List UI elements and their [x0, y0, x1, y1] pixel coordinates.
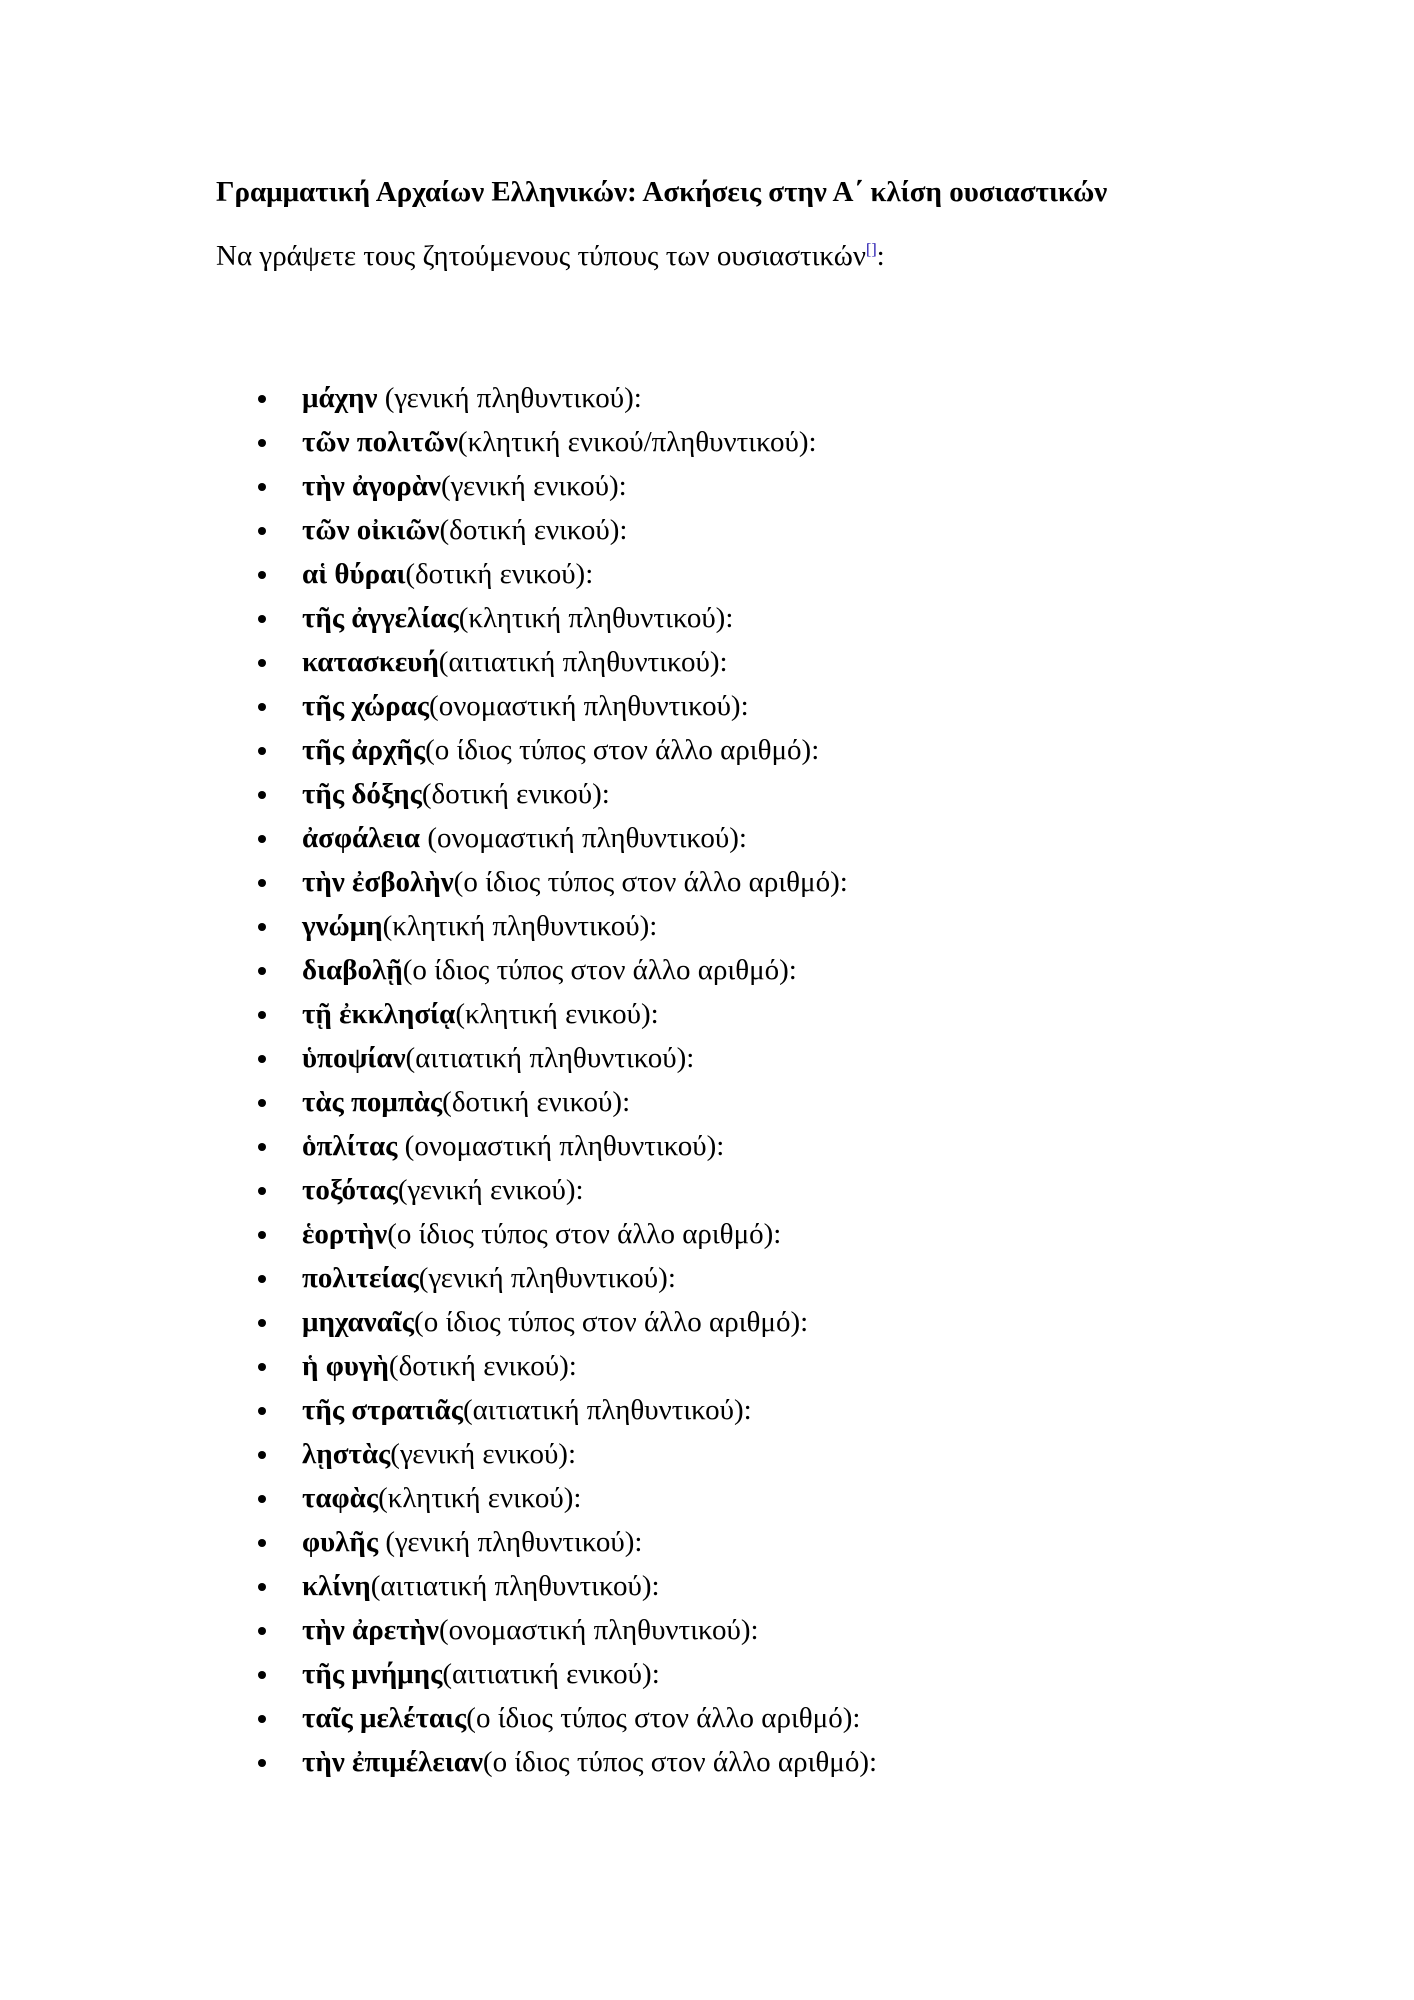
exercise-word: τὴν ἐσβολὴν — [302, 866, 454, 898]
exercise-word: ὑποψίαν — [302, 1042, 406, 1074]
exercise-prompt: (κλητική πληθυντικού): — [382, 910, 658, 942]
exercise-item — [216, 1608, 1206, 1652]
bullet-icon — [258, 923, 266, 931]
exercise-item — [216, 420, 1206, 464]
exercise-item — [216, 1432, 1206, 1476]
document-title: Γραμματική Αρχαίων Ελληνικών: Ασκήσεις στην Α΄ κλίση ουσιαστικών — [216, 176, 1108, 208]
exercise-item — [216, 1036, 1206, 1080]
bullet-icon — [258, 879, 266, 887]
exercise-word: διαβολῇ — [302, 954, 403, 986]
bullet-icon — [258, 703, 266, 711]
exercise-prompt: (ο ίδιος τύπος στον άλλο αριθμό): — [482, 1746, 878, 1778]
exercise-word: λῃστὰς — [302, 1438, 391, 1470]
exercise-word: κατασκευή — [302, 646, 439, 678]
exercise-word: τῆς ἀγγελίας — [302, 602, 459, 634]
exercise-prompt: (κλητική πληθυντικού): — [458, 602, 734, 634]
bullet-icon — [258, 1099, 266, 1107]
exercise-prompt: (ονομαστική πληθυντικού): — [420, 822, 747, 854]
exercise-prompt: (γενική ενικού): — [397, 1174, 584, 1206]
bullet-icon — [258, 1715, 266, 1723]
exercise-prompt: (κλητική ενικού/πληθυντικού): — [457, 426, 817, 458]
intro-end: : — [876, 240, 885, 272]
exercise-prompt: (δοτική ενικού): — [421, 778, 610, 810]
bullet-icon — [258, 615, 266, 623]
exercise-item — [216, 1168, 1206, 1212]
exercise-word: ταῖς μελέταις — [302, 1702, 467, 1734]
footnote-link[interactable]: [] — [866, 241, 877, 259]
exercise-word: τῶν πολιτῶν — [302, 426, 458, 458]
exercise-item — [216, 1652, 1206, 1696]
exercise-item — [216, 552, 1206, 596]
bullet-icon — [258, 1275, 266, 1283]
bullet-icon — [258, 835, 266, 843]
exercise-prompt: (κλητική ενικού): — [378, 1482, 582, 1514]
exercise-item — [216, 1388, 1206, 1432]
exercise-word: μάχην — [302, 382, 378, 414]
exercise-word: τῇ ἐκκλησίᾳ — [302, 998, 456, 1030]
exercise-word: τῆς χώρας — [302, 690, 430, 722]
intro-paragraph — [216, 236, 1206, 276]
bullet-icon — [258, 1231, 266, 1239]
exercise-word: τὴν ἐπιμέλειαν — [302, 1746, 483, 1778]
exercise-word: τῆς ἀρχῆς — [302, 734, 426, 766]
exercise-item — [216, 948, 1206, 992]
exercise-prompt: (αιτιατική πληθυντικού): — [462, 1394, 752, 1426]
exercise-prompt: (αιτιατική πληθυντικού): — [438, 646, 728, 678]
exercise-item — [216, 1476, 1206, 1520]
bullet-icon — [258, 1671, 266, 1679]
exercise-prompt: (ο ίδιος τύπος στον άλλο αριθμό): — [414, 1306, 809, 1338]
exercise-prompt: (γενική πληθυντικού): — [418, 1262, 676, 1294]
bullet-icon — [258, 571, 266, 579]
exercise-item — [216, 1696, 1206, 1740]
exercise-word: ὁπλίτας — [302, 1130, 398, 1162]
exercise-prompt: (ονομαστική πληθυντικού): — [438, 1614, 759, 1646]
exercise-word: τῆς δόξης — [302, 778, 422, 810]
exercise-item — [216, 992, 1206, 1036]
exercise-item — [216, 860, 1206, 904]
exercise-item — [216, 1124, 1206, 1168]
intro-text: Να γράψετε τους ζητούμενους τύπους των ουσιαστικών — [216, 240, 866, 272]
exercise-prompt: (γενική ενικού): — [390, 1438, 577, 1470]
exercise-word: ἡ φυγὴ — [302, 1350, 389, 1382]
exercise-word: τῶν οἰκιῶν — [302, 514, 440, 546]
exercise-item — [216, 728, 1206, 772]
exercise-list — [216, 376, 1206, 1784]
exercise-item — [216, 684, 1206, 728]
exercise-word: τὴν ἀγορὰν — [302, 470, 441, 502]
bullet-icon — [258, 527, 266, 535]
exercise-prompt: (ο ίδιος τύπος στον άλλο αριθμό): — [387, 1218, 782, 1250]
bullet-icon — [258, 1143, 266, 1151]
exercise-item — [216, 376, 1206, 420]
exercise-word: πολιτείας — [302, 1262, 419, 1294]
exercise-word: ἀσφάλεια — [302, 822, 421, 854]
exercise-prompt: (γενική πληθυντικού): — [378, 1526, 643, 1558]
exercise-prompt: (δοτική ενικού): — [439, 514, 628, 546]
exercise-word: τῆς μνήμης — [302, 1658, 443, 1690]
bullet-icon — [258, 1627, 266, 1635]
bullet-icon — [258, 483, 266, 491]
bullet-icon — [258, 1495, 266, 1503]
exercise-item — [216, 596, 1206, 640]
exercise-word: κλίνη — [302, 1570, 371, 1602]
document-page — [216, 172, 1206, 1784]
bullet-icon — [258, 1187, 266, 1195]
exercise-item — [216, 772, 1206, 816]
bullet-icon — [258, 395, 266, 403]
exercise-word: τὴν ἀρετὴν — [302, 1614, 439, 1646]
exercise-word: αἱ θύραι — [302, 558, 406, 590]
exercise-prompt: (γενική πληθυντικού): — [377, 382, 642, 414]
exercise-prompt: (αιτιατική πληθυντικού): — [370, 1570, 660, 1602]
exercise-word: γνώμη — [302, 910, 383, 942]
exercise-prompt: (ο ίδιος τύπος στον άλλο αριθμό): — [453, 866, 848, 898]
bullet-icon — [258, 967, 266, 975]
exercise-prompt: (αιτιατική ενικού): — [442, 1658, 660, 1690]
bullet-icon — [258, 439, 266, 447]
exercise-item — [216, 464, 1206, 508]
exercise-word: ἑορτὴν — [302, 1218, 388, 1250]
exercise-prompt: (δοτική ενικού): — [442, 1086, 631, 1118]
bullet-icon — [258, 791, 266, 799]
exercise-item — [216, 1344, 1206, 1388]
exercise-prompt: (ο ίδιος τύπος στον άλλο αριθμό): — [466, 1702, 861, 1734]
exercise-word: τοξότας — [302, 1174, 398, 1206]
exercise-item — [216, 1564, 1206, 1608]
bullet-icon — [258, 1407, 266, 1415]
exercise-item — [216, 904, 1206, 948]
exercise-item — [216, 816, 1206, 860]
bullet-icon — [258, 1011, 266, 1019]
exercise-prompt: (δοτική ενικού): — [405, 558, 594, 590]
bullet-icon — [258, 1759, 266, 1767]
exercise-item — [216, 1740, 1206, 1784]
exercise-item — [216, 1300, 1206, 1344]
bullet-icon — [258, 1055, 266, 1063]
bullet-icon — [258, 1539, 266, 1547]
exercise-prompt: (ο ίδιος τύπος στον άλλο αριθμό): — [425, 734, 820, 766]
bullet-icon — [258, 1451, 266, 1459]
exercise-prompt: (κλητική ενικού): — [455, 998, 659, 1030]
bullet-icon — [258, 659, 266, 667]
bullet-icon — [258, 747, 266, 755]
bullet-icon — [258, 1583, 266, 1591]
exercise-word: τὰς πομπὰς — [302, 1086, 443, 1118]
exercise-word: φυλῆς — [302, 1526, 379, 1558]
exercise-word: ταφὰς — [302, 1482, 379, 1514]
exercise-item — [216, 1520, 1206, 1564]
exercise-prompt: (δοτική ενικού): — [388, 1350, 577, 1382]
exercise-word: τῆς στρατιᾶς — [302, 1394, 463, 1426]
exercise-prompt: (ονομαστική πληθυντικού): — [429, 690, 749, 722]
exercise-item — [216, 1080, 1206, 1124]
exercise-prompt: (ονομαστική πληθυντικού): — [397, 1130, 725, 1162]
bullet-icon — [258, 1319, 266, 1327]
bullet-icon — [258, 1363, 266, 1371]
exercise-prompt: (αιτιατική πληθυντικού): — [405, 1042, 695, 1074]
exercise-prompt: (ο ίδιος τύπος στον άλλο αριθμό): — [402, 954, 797, 986]
exercise-item — [216, 1212, 1206, 1256]
exercise-item — [216, 1256, 1206, 1300]
exercise-item — [216, 640, 1206, 684]
exercise-word: μηχαναῖς — [302, 1306, 415, 1338]
exercise-prompt: (γενική ενικού): — [440, 470, 627, 502]
exercise-item — [216, 508, 1206, 552]
